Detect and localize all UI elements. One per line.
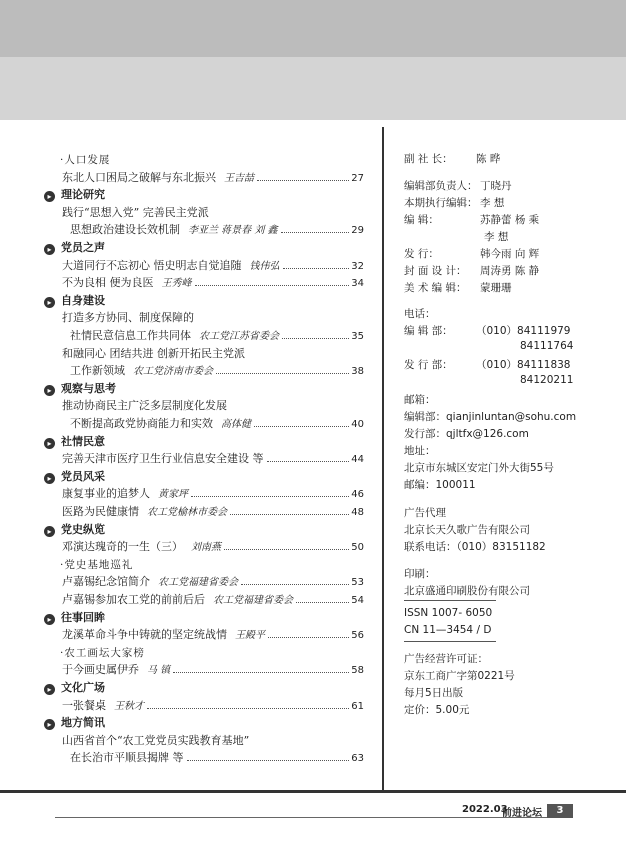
toc-entry-title: 卢嘉锡纪念馆简介	[62, 575, 150, 589]
distribution-staff: 韩今雨 向 辉	[480, 248, 540, 260]
exec-editor: 李 想	[480, 197, 505, 209]
toc-section-title: 往事回眸	[61, 610, 105, 624]
toc-entry-title: 在长治市平顺县揭牌 等	[70, 751, 184, 765]
section-bullet-icon: ▸	[44, 719, 55, 730]
toc-entry-title: 邓演达瑰奇的一生（三）	[62, 540, 183, 554]
toc-entry	[44, 592, 364, 609]
toc-entry-author: 农工党榆林市委会	[147, 507, 227, 518]
toc-entry-page: 56	[351, 630, 364, 642]
toc-entry-page: 48	[351, 507, 364, 518]
toc-entry-page: 38	[351, 366, 364, 378]
toc-section-heading	[44, 293, 364, 309]
leader-dots	[241, 584, 349, 585]
ad-agent: 北京长天久歌广告有限公司	[404, 524, 530, 536]
art-editor-label: 美 术 编 辑：	[404, 282, 467, 294]
art-editor: 蒙珊珊	[480, 282, 512, 294]
section-bullet-icon: ▸	[44, 684, 55, 695]
toc-entry-author: 马 镇	[147, 665, 171, 677]
toc-entry-page: 53	[351, 577, 364, 589]
leader-dots	[267, 461, 350, 462]
leader-dots	[173, 672, 349, 673]
toc-entry-title: 医路为民健康情	[62, 505, 139, 518]
toc-entry-author: 高体健	[221, 419, 251, 430]
toc-entry-title: 卢嘉锡参加农工党的前前后后	[62, 593, 205, 606]
distribution-phone-1: （010）84111838	[476, 359, 571, 371]
leader-dots	[282, 338, 349, 339]
issn: ISSN 1007- 6050	[404, 607, 493, 619]
toc-section-heading	[44, 434, 364, 450]
header-band-dark	[0, 0, 626, 57]
email-label: 邮箱：	[404, 394, 436, 406]
toc-entry-title: 龙溪革命斗争中铸就的坚定统战情	[62, 628, 227, 642]
cn-number: CN 11—3454 / D	[404, 624, 492, 636]
footer-page-number: 3	[547, 804, 573, 818]
toc-entry	[44, 363, 364, 380]
editorial-phone-1: （010）84111979	[476, 325, 571, 337]
toc-section-heading	[44, 680, 364, 696]
toc-title-line: 推动协商民主广泛多层制度化发展	[62, 399, 227, 413]
ad-agent-label: 广告代理	[404, 507, 446, 519]
footer-issue: 2022.03	[462, 804, 508, 815]
leader-dots	[283, 268, 350, 269]
toc-entry-page: 54	[351, 595, 364, 606]
leader-dots	[281, 232, 350, 233]
divider-rule	[404, 641, 496, 642]
section-bullet-icon: ▸	[44, 526, 55, 537]
toc-entry-title: 思想政治建设长效机制	[70, 223, 180, 237]
ad-phone: 联系电话：（010）83151182	[404, 541, 546, 553]
leader-dots	[268, 637, 349, 638]
toc-entry	[44, 539, 364, 556]
divider-rule	[404, 600, 496, 601]
toc-entry	[44, 328, 364, 345]
toc-entry-page: 27	[351, 172, 364, 184]
toc-entry	[44, 627, 364, 644]
toc-entry-author: 农工党福建省委会	[158, 577, 238, 589]
toc-entry-author: 王殿平	[235, 630, 265, 642]
distribution-email: 发行部：qjltfx@126.com	[404, 428, 529, 440]
printer: 北京盛通印刷股份有限公司	[404, 585, 530, 597]
address-label: 地址：	[404, 445, 436, 457]
toc-entry-title: 工作新领域	[70, 364, 125, 378]
toc-entry-title: 不为良相 便为良医	[62, 276, 154, 290]
toc-section-title: 社情民意	[61, 434, 105, 448]
editors-line1: 苏静蕾 杨 乘	[480, 214, 540, 226]
printing-label: 印刷：	[404, 568, 436, 580]
toc-entry	[44, 504, 364, 521]
editorial-head-label: 编辑部负责人：	[404, 180, 478, 192]
toc-entry-title: 一张餐桌	[62, 698, 106, 712]
toc-entry-title: 康复事业的追梦人	[62, 487, 150, 501]
editorial-phone-2: 84111764	[520, 340, 574, 352]
section-bullet-icon: ▸	[44, 473, 55, 484]
toc-section-heading	[44, 381, 364, 397]
toc-section-heading	[44, 469, 364, 485]
toc-entry-author: 钱伟弘	[249, 260, 280, 272]
toc-section-title: 党员之声	[61, 241, 105, 254]
toc-entry-page: 46	[351, 489, 364, 501]
toc-section-title: 党史纵览	[61, 522, 105, 536]
toc-entry-page: 58	[351, 665, 364, 677]
toc-entry-author: 李亚兰 蒋景春 刘 鑫	[188, 225, 278, 237]
toc-section-title: 自身建设	[61, 293, 105, 307]
toc-subsection-heading: ·农工画坛大家榜	[60, 646, 145, 659]
publish-schedule: 每月5日出版	[404, 687, 464, 699]
toc-section-heading	[44, 187, 364, 203]
editors-line2: 李 想	[484, 231, 509, 243]
toc-entry-page: 29	[351, 225, 364, 237]
leader-dots	[147, 708, 349, 709]
toc-entry-title: 东北人口困局之破解与东北振兴	[62, 170, 216, 184]
toc-entry-author: 王秋才	[114, 700, 144, 712]
toc-entry-title: 大道同行不忘初心 悟史明志自觉追随	[62, 258, 242, 272]
distribution-phone-label: 发 行 部：	[404, 359, 453, 371]
deputy-president: 陈 晔	[476, 153, 501, 165]
leader-dots	[257, 180, 349, 181]
toc-entry-author: 农工党济南市委会	[133, 366, 213, 378]
leader-dots	[296, 602, 349, 603]
toc-entry-page: 50	[351, 542, 364, 554]
toc-section-title: 文化广场	[61, 681, 105, 694]
toc-entry	[44, 170, 364, 187]
toc-entry	[44, 750, 364, 767]
toc-entry-author: 王秀峰	[161, 278, 192, 290]
section-bullet-icon: ▸	[44, 385, 55, 396]
leader-dots	[195, 285, 350, 286]
toc-section-title: 理论研究	[61, 188, 105, 202]
toc-entry-title: 完善天津市医疗卫生行业信息安全建设 等	[62, 452, 264, 466]
toc-section-title: 观察与思考	[61, 381, 116, 395]
footer-bar	[0, 790, 626, 793]
address: 北京市东城区安定门外大街55号	[404, 462, 554, 474]
toc-title-line: 践行“思想入党” 完善民主党派	[62, 205, 209, 219]
editorial-email: 编辑部：qianjinluntan@sohu.com	[404, 411, 577, 423]
toc-entry-page: 35	[351, 331, 364, 342]
toc-entry-page: 32	[351, 260, 364, 272]
footer-rule	[55, 817, 570, 818]
toc-entry-author: 黄家坪	[158, 489, 188, 501]
ad-license-label: 广告经营许可证：	[404, 653, 488, 665]
toc-entry-title: 社情民意信息工作共同体	[70, 329, 191, 342]
toc-section-heading	[44, 610, 364, 626]
toc-entry	[44, 486, 364, 503]
toc-title-line: 和融同心 团结共进 创新开拓民主党派	[62, 346, 245, 360]
toc-entry	[44, 698, 364, 715]
toc-entry	[44, 574, 364, 591]
postcode: 邮编：100011	[404, 479, 476, 491]
toc-entry	[44, 258, 364, 275]
distribution-label: 发 行：	[404, 248, 439, 260]
header-band-light	[0, 57, 626, 120]
editorial-phone-label: 编 辑 部：	[404, 325, 453, 337]
leader-dots	[254, 426, 349, 427]
toc-entry-page: 63	[351, 753, 364, 765]
toc-entry-author: 刘南燕	[191, 542, 221, 554]
toc-entry	[44, 416, 364, 433]
toc-entry-title: 不断提高政党协商能力和实效	[70, 417, 213, 430]
toc-entry	[44, 275, 364, 292]
toc-entry-author: 农工党福建省委会	[213, 595, 293, 606]
toc-entry	[44, 451, 364, 468]
toc-subsection-heading: ·党史基地巡礼	[60, 558, 134, 571]
section-bullet-icon: ▸	[44, 438, 55, 449]
column-divider	[382, 127, 384, 790]
leader-dots	[187, 760, 350, 761]
toc-entry	[44, 662, 364, 679]
deputy-president-label: 副 社 长：	[404, 153, 453, 165]
toc-entry-page: 61	[351, 700, 364, 712]
ad-license: 京东工商广字第0221号	[404, 670, 515, 682]
toc-entry-author: 王吉喆	[224, 172, 254, 184]
toc-title-line: 打造多方协同、制度保障的	[62, 311, 194, 325]
toc-section-title: 党员风采	[61, 469, 105, 483]
editors-label: 编 辑：	[404, 214, 439, 226]
section-bullet-icon: ▸	[44, 614, 55, 625]
toc-section-title: 地方简讯	[61, 716, 105, 730]
toc-entry	[44, 222, 364, 239]
toc-entry-title: 于今画史属伊乔	[62, 663, 139, 677]
editorial-head: 丁晓丹	[480, 180, 512, 192]
toc-entry-page: 44	[351, 454, 364, 466]
toc-entry-author: 农工党江苏省委会	[199, 331, 279, 342]
leader-dots	[230, 514, 349, 515]
distribution-phone-2: 84120211	[520, 374, 574, 386]
toc-section-heading	[44, 522, 364, 538]
toc-entry-page: 34	[351, 278, 364, 290]
cover-design-label: 封 面 设 计：	[404, 265, 467, 277]
price: 定价：5.00元	[404, 704, 470, 716]
exec-editor-label: 本期执行编辑：	[404, 197, 478, 209]
section-bullet-icon: ▸	[44, 244, 55, 255]
leader-dots	[224, 549, 349, 550]
cover-design: 周涛勇 陈 静	[480, 265, 540, 277]
toc-title-line: 山西省首个“农工党党员实践教育基地”	[62, 733, 250, 747]
leader-dots	[216, 373, 349, 374]
toc-section-heading	[44, 715, 364, 731]
toc-subsection-heading: ·人口发展	[60, 154, 111, 166]
section-bullet-icon: ▸	[44, 297, 55, 308]
toc-entry-page: 40	[351, 419, 364, 430]
leader-dots	[191, 496, 349, 497]
footer-magazine: 前进论坛	[502, 808, 542, 819]
phone-label: 电话：	[404, 308, 436, 320]
toc-section-heading	[44, 240, 364, 256]
section-bullet-icon: ▸	[44, 191, 55, 202]
